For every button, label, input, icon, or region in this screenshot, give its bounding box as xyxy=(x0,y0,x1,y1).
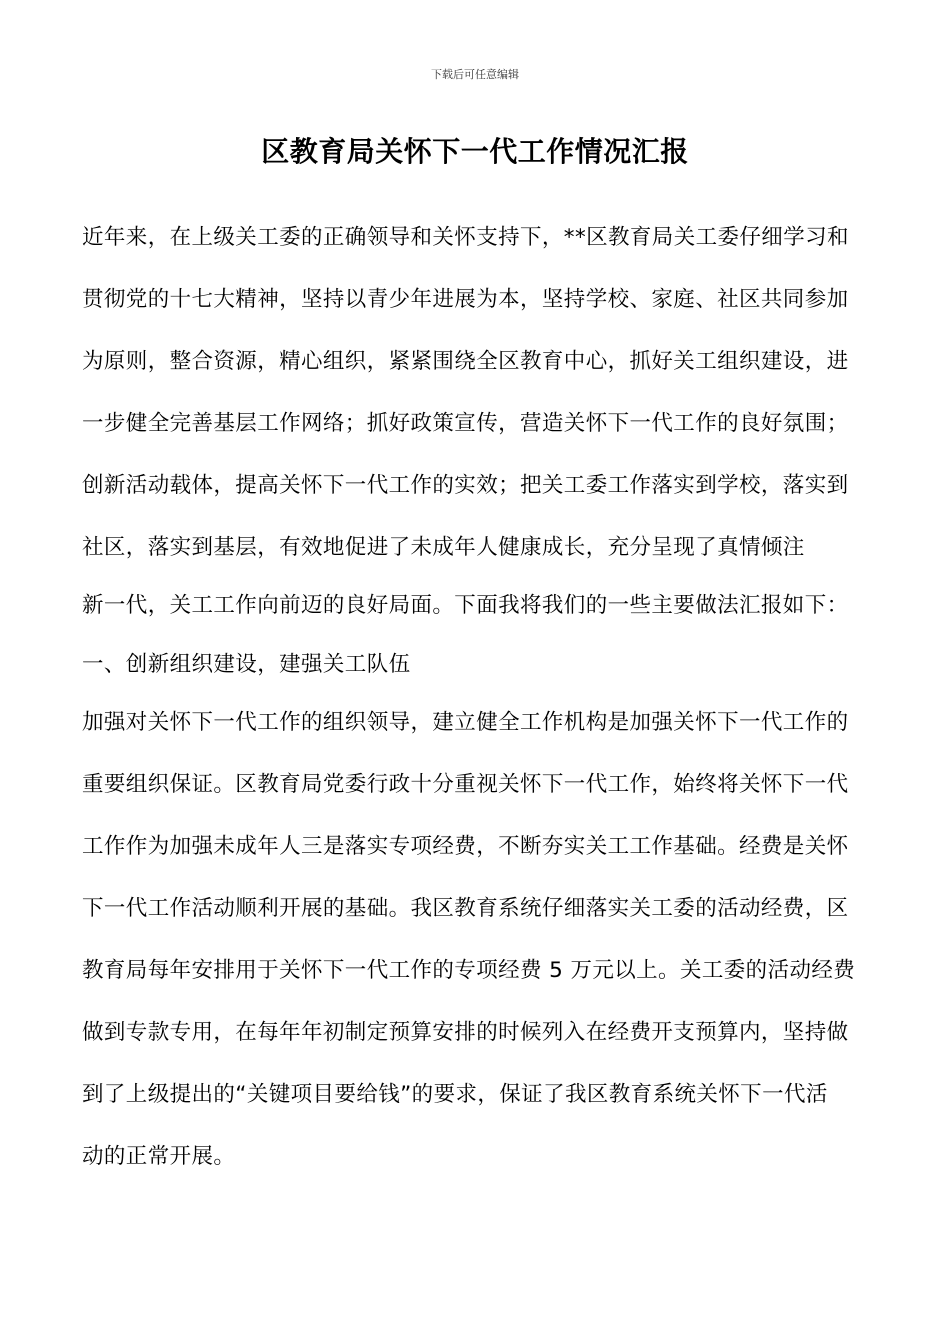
body-line: 教育局每年安排用于关怀下一代工作的专项经费 5 万元以上。关工委的活动经费 xyxy=(82,958,856,983)
body-line: 做到专款专用，在每年年初制定预算安排的时候列入在经费开支预算内，坚持做 xyxy=(82,1020,849,1045)
body-line: 到了上级提出的“关键项目要给钱”的要求，保证了我区教育系统关怀下一代活 xyxy=(82,1082,828,1107)
body-line: 社区，落实到基层，有效地促进了未成年人健康成长，充分呈现了真情倾注 xyxy=(82,535,805,560)
section-heading: 一、创新组织建设，建强关工队伍 xyxy=(82,652,411,677)
body-line: 重要组织保证。区教育局党委行政十分重视关怀下一代工作，始终将关怀下一代 xyxy=(82,772,849,797)
document-title: 区教育局关怀下一代工作情况汇报 xyxy=(261,135,689,168)
body-line: 新一代，关工工作向前迈的良好局面。下面我将我们的一些主要做法汇报如下： xyxy=(82,593,849,618)
body-line: 一步健全完善基层工作网络；抓好政策宣传，营造关怀下一代工作的良好氛围； xyxy=(82,411,849,436)
body-line: 工作作为加强未成年人三是落实专项经费，不断夯实关工工作基础。经费是关怀 xyxy=(82,834,849,859)
body-line: 动的正常开展。 xyxy=(82,1144,236,1169)
body-line: 加强对关怀下一代工作的组织领导，建立健全工作机构是加强关怀下一代工作的 xyxy=(82,710,849,735)
header-note: 下载后可任意编辑 xyxy=(431,68,519,81)
body-line: 为原则，整合资源，精心组织，紧紧围绕全区教育中心，抓好关工组织建设，进 xyxy=(82,349,849,374)
body-line: 贯彻党的十七大精神，坚持以青少年进展为本，坚持学校、家庭、社区共同参加 xyxy=(82,287,849,312)
body-line: 近年来，在上级关工委的正确领导和关怀支持下，**区教育局关工委仔细学习和 xyxy=(82,225,849,250)
body-line: 创新活动载体，提高关怀下一代工作的实效；把关工委工作落实到学校，落实到 xyxy=(82,473,849,498)
body-line: 下一代工作活动顺利开展的基础。我区教育系统仔细落实关工委的活动经费，区 xyxy=(82,896,849,921)
